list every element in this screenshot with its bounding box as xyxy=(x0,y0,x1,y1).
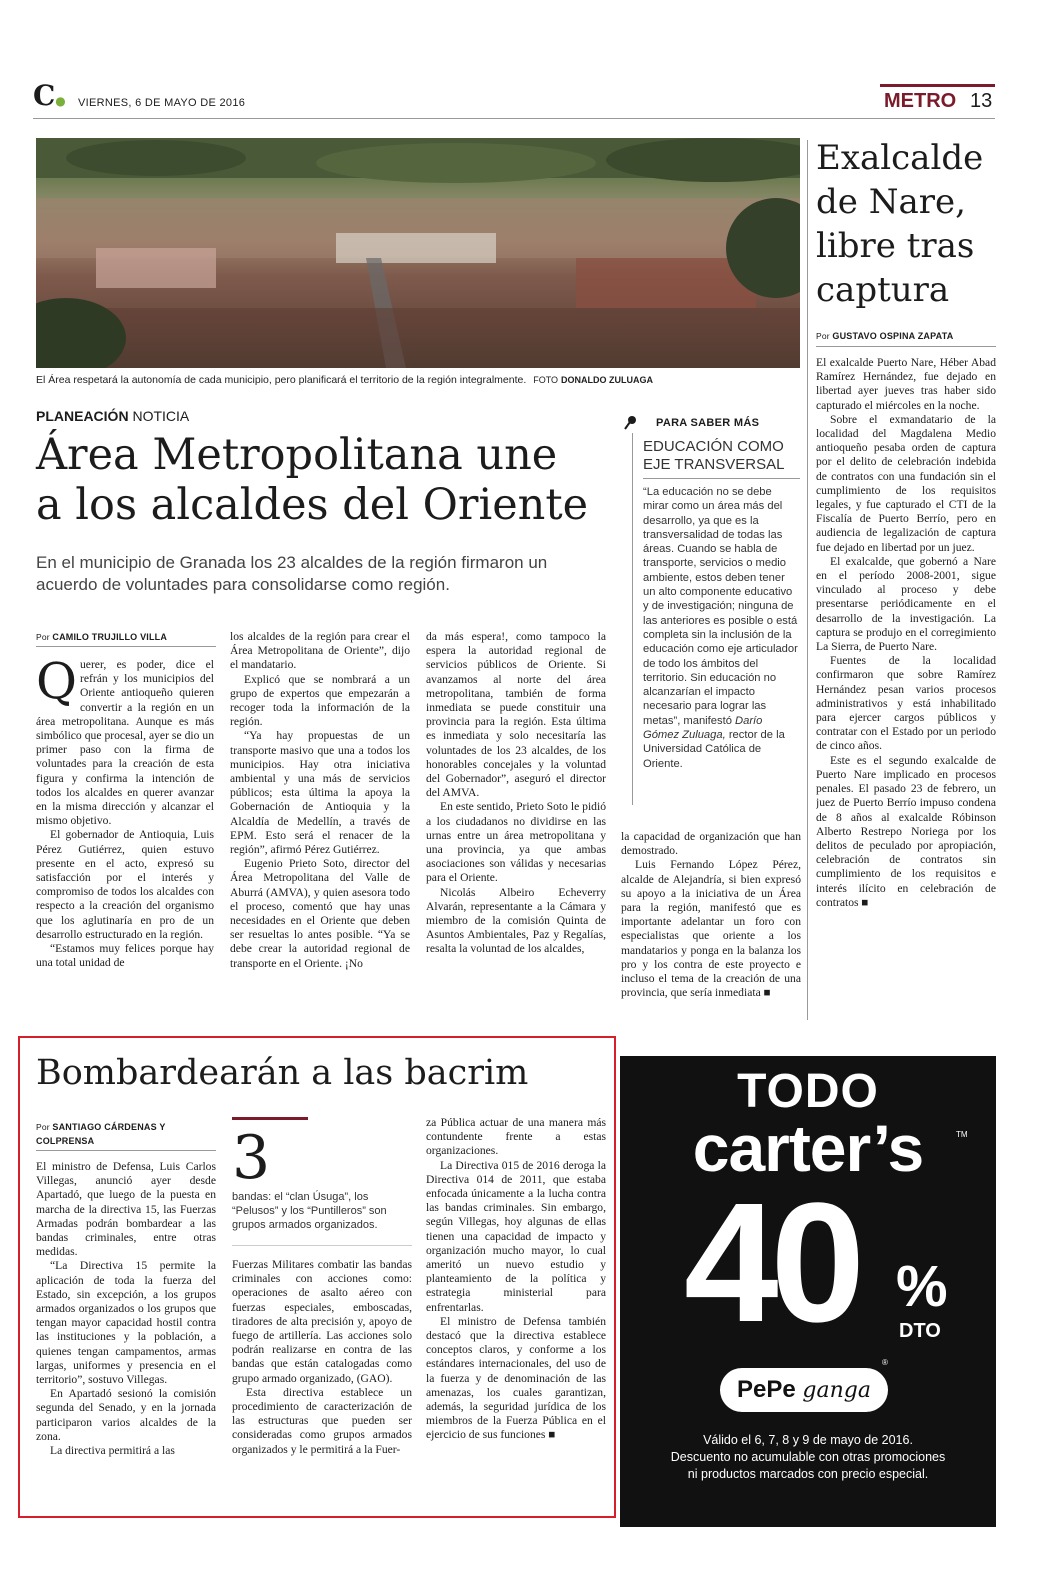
drop-cap: Q xyxy=(36,658,77,710)
section-rule xyxy=(880,84,995,87)
bottom-col1-para-2: “La Directiva 15 permite la aplicación de toda la fuerza del Estado, sin excepción, a los grupos armados organizados o los grupos que tengan mayor capacidad hostil contra las instituciones y la población, a quienes tengan campamentos, armas largas, uniformes y presencia en el territorio”, sostuvo Villegas. xyxy=(36,1259,216,1387)
right-para-4: Fuentes de la localidad confirmaron que sobre Ramírez Hernández pesan varios procesos administrativos y está inhabilitado para ejercer cargos públicos y contratar con el Estado por un periodo de cinco años. xyxy=(816,654,996,753)
right-byline-name: GUSTAVO OSPINA ZAPATA xyxy=(832,331,954,341)
bottom-col3-para-3 xyxy=(426,1315,606,1443)
end-mark-icon: ■ xyxy=(763,986,771,1000)
stat-number: 3 xyxy=(232,1123,271,1193)
byline-rule xyxy=(36,646,216,647)
main-col2-para-4: Eugenio Prieto Soto, director del Área Metropolitana del Valle de Aburrá (AMVA), y quien asesora todo el proceso, comentó que hay unas necesidades en el Oriente que deben ser resueltas lo antes posible. “Ya se debe crear la autoridad regional de transporte en el Oriente. ¡No xyxy=(230,857,410,970)
right-byline xyxy=(816,331,953,341)
right-para-5-text: Este es el segundo exalcalde de Puerto Nare implicado en procesos penales. El pasado 23 de febrero, un juez de Puerto Berrío impuso condena de 8 años al exalcalde Róbinson Alberto Restrepo Noriega por los delitos de peculado por apropiación, celebración de contratos sin cumplimiento de los requisitos e interés ilícito en celebración de contratos xyxy=(816,753,996,909)
main-byline xyxy=(36,632,167,642)
sidebar-attribution-name: Darío Gómez Zuluaga, xyxy=(643,714,763,742)
right-para-1: El exalcalde Puerto Nare, Héber Abad Ramírez Hernández, fue dejado en libertad ayer jueves tras haber sido capturado el miércoles en la noche. xyxy=(816,356,996,412)
ad-discount-label: DTO xyxy=(899,1320,941,1342)
issue-date: VIERNES, 6 DE MAYO DE 2016 xyxy=(78,97,246,109)
main-col1-para-1-text: uerer, es poder, dice el refrán y los municipios del Oriente antioqueño quieren convertir a la región en un área metropolitana. Aunque es más simbólico que procesal, ayer se dio un primer paso con la firma de voluntades para la creación de esta figura y confirma la intención de todos los alcaldes en querer avanzar en la misma dirección y alcanzar el mismo objetivo. xyxy=(36,658,214,828)
main-col2-para-3: “Ya hay propuestas de un transporte masivo que una a todos los municipios. Hay otra iniciativa ambiental y una más de servicios públicos; esta última la apoya la Gobernación de Antioquia y la Alcaldía de Medellín, a través de EPM. Esto será el renacer de la región”, afirmó Pérez Gutiérrez. xyxy=(230,729,410,857)
ad-store-part2: ganga xyxy=(802,1378,871,1403)
pepe-ganga-logo xyxy=(720,1368,888,1412)
main-col-2 xyxy=(230,630,410,1020)
photo-credit-label: FOTO xyxy=(533,375,559,385)
main-headline: Área Metropolitana une a los alcaldes del Oriente xyxy=(36,430,589,530)
sidebar-divider xyxy=(632,433,633,805)
main-col4-para-2-text: Luis Fernando López Pérez, alcalde de Alejandría, si bien expresó su apoyo a la iniciativa de un Área para la región, manifestó que es importante adelantar un foro con especialistas que oriente a los mandatarios y ponga en la balanza los pro y los contra de este proyecto e incluso el tema de la creación de una provincia, que sería inmediata xyxy=(621,858,801,1000)
right-byline-rule xyxy=(816,346,996,347)
logo-c-icon: C● xyxy=(33,79,66,112)
bottom-col2-para-2: Esta directiva establece un procedimiento de caracterización de las estructuras que pueden ser consideradas como grupos armados organizados y le permitirá a la Fuer- xyxy=(232,1385,412,1456)
bottom-col1-para-4: La directiva permitirá a las xyxy=(50,1444,175,1458)
stat-text: bandas: el “clan Úsuga”, los “Pelusos” y los “Puntilleros” son grupos armados organizados. xyxy=(232,1191,387,1231)
main-col-1 xyxy=(36,658,214,1020)
ad-percent-sign: % xyxy=(896,1254,948,1319)
main-subhead: En el municipio de Granada los 23 alcaldes de la región firmaron un acuerdo de voluntades para consolidarse como región. xyxy=(36,553,548,594)
photo-caption-block xyxy=(36,374,800,386)
sidebar-title-rule xyxy=(643,478,800,479)
bottom-byline-prefix: Por xyxy=(36,1122,50,1132)
bottom-col2-para-1: Fuerzas Militares combatir las bandas criminales con acciones como: operaciones de asalto aéreo con fuerzas especiales, emboscadas, tiradores de alta precisión y, apoyo de fuego de artillería. Las acciones solo podrán realizarse en contra de las bandas que están catalogadas como grupo armado organizado, (GAO). xyxy=(232,1258,412,1385)
main-col3-para-1: da más espera!, como tampoco la espera la autoridad regional de servicios públicos de Oriente. Si avanzamos al norte del área metropolitana, también de forma inmediata se puede constituir una provincia para la región. Esta última es inmediata y solo necesitaría las voluntades de los 23 alcaldes, de los honorables concejales y la voluntad del Gobernador”, aseguró el director del AMVA. xyxy=(426,630,606,800)
photo-credit-name: DONALDO ZULUAGA xyxy=(560,375,653,385)
ad-trademark: TM xyxy=(956,1130,968,1139)
bottom-col1-para-1: El ministro de Defensa, Luis Carlos Villegas, anunció ayer desde Apartadó, que luego de la puesta en marcha de la directiva 15, las Fuerzas Armadas podrán bombardear a las bandas criminales, entre otras medidas. xyxy=(36,1160,216,1259)
main-col1-para-2: El gobernador de Antioquia, Luis Pérez Gutiérrez, quien estuvo presente en el acto, expresó su satisfacción por el interés y compromiso de todos los alcaldes con respecto a la creación del organismo que los aglutinaría en pro de un desarrollo estructurado en la región. xyxy=(36,828,214,941)
carters-ad xyxy=(620,1056,996,1527)
ad-fine-print-3: ni productos marcados con precio especial. xyxy=(687,1467,929,1481)
section-label: METRO xyxy=(884,90,957,112)
main-col4-para-1: la capacidad de organización que han demostrado. xyxy=(621,830,801,858)
stat-bottom-rule xyxy=(232,1245,412,1246)
bottom-byline xyxy=(36,1120,216,1148)
sidebar-label: PARA SABER MÁS xyxy=(656,417,760,429)
right-headline: Exalcalde de Nare, libre tras captura xyxy=(816,138,984,310)
right-story-body xyxy=(816,356,996,1020)
byline-prefix: Por xyxy=(36,632,50,642)
bottom-end-mark-icon: ■ xyxy=(548,1428,556,1442)
bottom-col-2 xyxy=(232,1258,412,1506)
sidebar-quote-block xyxy=(643,485,800,771)
main-col4-para-2 xyxy=(621,858,801,1000)
main-col3-para-2: En este sentido, Prieto Soto le pidió a los ciudadanos no dividirse en las urnas entre un área metropolitana y una provincia, ya que ambas asociaciones son válidas y necesarias para el Oriente. xyxy=(426,800,606,885)
photo-caption: El Área respetará la autonomía de cada municipio, pero planificará el territorio de la región integralmente. xyxy=(36,374,527,386)
right-para-5 xyxy=(816,754,996,910)
bottom-col1-para-3: En Apartadó sesionó la comisión segunda del Senado, y en la jornada participaron varios alcaldes de la zona. xyxy=(36,1387,216,1443)
bottom-byline-name: SANTIAGO CÁRDENAS Y COLPRENSA xyxy=(36,1122,166,1146)
ad-fine-print-2: Descuento no acumulable con otras promociones xyxy=(670,1450,946,1464)
kicker-type: NOTICIA xyxy=(132,408,190,424)
photo-scene xyxy=(36,138,800,368)
bottom-col-3 xyxy=(426,1116,606,1506)
ad-fine-print xyxy=(620,1432,996,1483)
main-col2-para-2: Explicó que se nombrará a un grupo de expertos que empezarán a recoger toda la información de la región. xyxy=(230,672,410,729)
main-col-3 xyxy=(426,630,606,1020)
bottom-byline-rule xyxy=(36,1150,216,1151)
right-byline-prefix: Por xyxy=(816,331,830,341)
bottom-headline: Bombardearán a las bacrim xyxy=(36,1053,529,1093)
byline-name: CAMILO TRUJILLO VILLA xyxy=(52,632,168,642)
right-para-2: Sobre el exmandatario de la localidad del Magdalena Medio antioqueño pesaba orden de captura por el delito de celebración indebida de contratos con una fundación sin el cumplimiento de los requisitos legales, y fue capturado el CTI de la Fiscalía de Puerto Berrío, pero en audiencia de legalización de captura fue dejado en libertad por un juez. xyxy=(816,412,996,554)
sidebar-quote: “La educación no se debe mirar como un área más del desarrollo, ya que es la transversalidad de todas las áreas. Cuando se habla de transporte, servicios o medio ambiente, estos deben tener un alto componente educativo y de investigación; ninguna de las anteriores es posible o está completa sin la inclusión de la educación como eje articulador de todo los ámbitos del territorio. Sin educación no alcanzarían el impacto necesario para lograr las metas”, manifestó xyxy=(643,486,798,727)
bottom-col-1 xyxy=(36,1160,216,1506)
main-col1-para-1 xyxy=(36,658,214,828)
main-col3-para-3: Nicolás Albeiro Echeverry Alvarán, representante a la Cámara y miembro de la comisión Quinta de Asuntos Ambientales, Paz y Regalías, resalta la voluntad de los alcaldes, xyxy=(426,885,606,956)
story-kicker xyxy=(36,408,189,424)
ad-store-part1: PePe xyxy=(737,1376,796,1403)
right-end-mark-icon: ■ xyxy=(861,895,869,909)
ad-percent-number: 40 xyxy=(684,1168,858,1358)
ad-brand: carter’s xyxy=(692,1111,924,1185)
bottom-col3-para-2: La Directiva 015 de 2016 deroga la Directiva 014 de 2011, que estaba enfocada únicamente a la lucha contra las bandas criminales. Sin embargo, según Villegas, hoy algunas de ellas tienen una capacidad de impacto y organización mucho mayor, lo cual ameritó un nuevo estudio y planteamiento de la política y estrategia ministerial para enfrentarlas. xyxy=(426,1158,606,1314)
bottom-col3-para-1: za Pública actuar de una manera más contundente frente a estas organizaciones. xyxy=(426,1116,606,1158)
main-col2-para-1: los alcaldes de la región para crear el Área Metropolitana de Oriente”, dijo el mandatario. xyxy=(230,630,410,672)
ad-line-todo: TODO xyxy=(737,1065,879,1118)
stat-rule xyxy=(232,1117,308,1120)
pin-icon xyxy=(623,414,639,430)
bottom-col3-para-3-text: El ministro de Defensa también destacó que la directiva establece conceptos claros, y conforme a los estándares internacionales, del uso de la fuerza y de denominación de las amenazas, los cuales garantizan, además, la seguridad jurídica de los miembros de la Fuerza Pública en el ejercicio de sus funciones xyxy=(426,1314,606,1442)
main-col1-para-3: “Estamos muy felices porque hay una total unidad de xyxy=(36,942,214,970)
kicker-section: PLANEACIÓN xyxy=(36,408,129,424)
right-col-divider xyxy=(807,140,808,1020)
page-number: 13 xyxy=(970,90,993,112)
main-col-4 xyxy=(621,830,801,1020)
ad-registered: ® xyxy=(882,1358,888,1367)
sidebar-title: EDUCACIÓN COMO EJE TRANSVERSAL xyxy=(643,438,785,473)
town-aerial-photo xyxy=(36,138,800,368)
right-para-3: El exalcalde, que gobernó a Nare en el período 2008-2001, sigue vinculado al proceso y debe presentarse periódicamente en el desarrollo de la investigación. La captura se produjo en el corregimiento La Sierra, de Puerto Nare. xyxy=(816,554,996,654)
ad-fine-print-1: Válido el 6, 7, 8 y 9 de mayo de 2016. xyxy=(703,1433,913,1447)
sidebar-attribution-role: rector de la Universidad Católica de Oriente. xyxy=(643,729,785,770)
header-rule xyxy=(33,118,995,119)
